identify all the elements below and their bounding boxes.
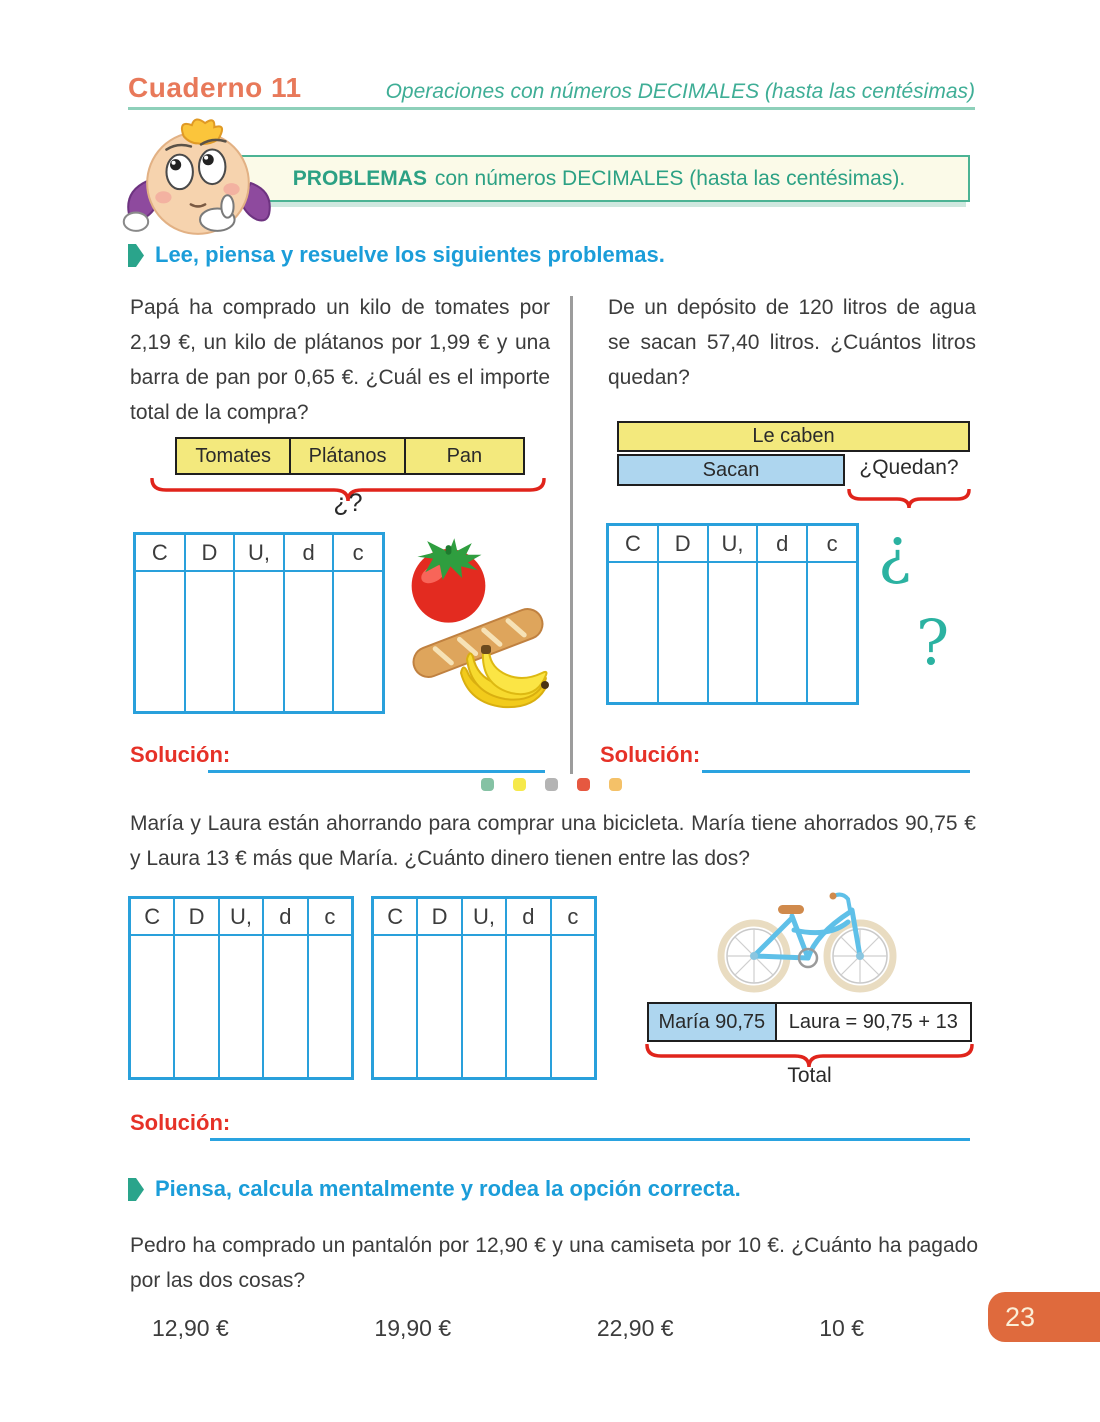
place-value-header-cell: D xyxy=(184,535,234,570)
place-value-write-column[interactable] xyxy=(218,936,262,1077)
header-rule xyxy=(128,107,975,110)
lesson-banner xyxy=(228,155,970,202)
solution-line-1[interactable] xyxy=(208,770,545,773)
place-value-header-cell: U, xyxy=(707,526,757,561)
quedan-label: ¿Quedan? xyxy=(859,456,959,479)
arrow-bullet-icon xyxy=(128,1178,144,1201)
banner-text: con números DECIMALES (hasta las centésimas). xyxy=(428,166,906,190)
divider-dot xyxy=(577,778,590,791)
place-value-header-cell: d xyxy=(262,899,306,934)
place-value-header-cell: C xyxy=(624,530,641,556)
divider-dot xyxy=(481,778,494,791)
place-value-header-cell: c xyxy=(307,899,351,934)
place-value-write-column[interactable] xyxy=(416,936,460,1077)
place-value-table-4[interactable] xyxy=(371,896,597,1080)
place-value-table-2[interactable] xyxy=(606,523,859,705)
place-value-header-cell: c xyxy=(550,899,594,934)
tank-capacity-strip xyxy=(617,421,970,452)
solution-line-3[interactable] xyxy=(210,1138,970,1141)
place-value-header-cell: D xyxy=(416,899,460,934)
place-value-header-cell: U, xyxy=(461,899,505,934)
section-mental-calc xyxy=(128,1176,741,1202)
place-value-write-column[interactable] xyxy=(262,936,306,1077)
place-value-write-column[interactable] xyxy=(283,572,333,711)
solution-label-3: Solución: xyxy=(130,1110,231,1135)
section-title: Piensa, calcula mentalmente y rodea la opción correcta. xyxy=(155,1176,741,1201)
unit-subtitle: Operaciones con números DECIMALES (hasta las centésimas) xyxy=(385,80,975,103)
place-value-write-column[interactable] xyxy=(136,572,184,711)
decorative-question-mark: ? xyxy=(916,606,950,679)
place-value-header-cell: c xyxy=(332,535,382,570)
strip-cell-platanos: Plátanos xyxy=(289,439,403,473)
strip-cell-sacan: Sacan xyxy=(619,456,843,484)
decorative-inverted-question-mark: ¿ xyxy=(878,514,912,587)
place-value-header-cell: C xyxy=(387,903,404,929)
bicycle-image xyxy=(712,882,902,994)
bananas-image xyxy=(453,645,551,717)
place-value-header-cell: d xyxy=(756,526,806,561)
column-divider xyxy=(570,296,573,774)
problem-water-text: De un depósito de 120 litros de agua se sacan 57,40 litros. ¿Cuántos litros quedan? xyxy=(608,296,976,389)
problem-clothes-text: Pedro ha comprado un pantalón por 12,90 € y una camiseta por 10 €. ¿Cuánto ha pagado por las dos cosas? xyxy=(130,1234,978,1292)
place-value-header-cell: C xyxy=(151,539,168,565)
solution-label-2: Solución: xyxy=(600,742,701,767)
groceries-strip xyxy=(175,437,525,475)
place-value-header-cell: c xyxy=(806,526,856,561)
place-value-write-column[interactable] xyxy=(505,936,549,1077)
place-value-write-column[interactable] xyxy=(550,936,594,1077)
answer-option-4[interactable]: 10 € xyxy=(819,1315,864,1341)
place-value-write-column[interactable] xyxy=(173,936,217,1077)
savings-strip xyxy=(647,1002,972,1042)
total-label: Total xyxy=(787,1064,832,1087)
section-read-solve xyxy=(128,242,665,268)
place-value-write-column[interactable] xyxy=(609,563,657,702)
brace-quedan xyxy=(847,489,971,511)
place-value-header-cell: C xyxy=(144,903,161,929)
strip-cell-lecaben: Le caben xyxy=(619,423,968,450)
banner-highlight: PROBLEMAS xyxy=(292,166,427,190)
place-value-write-column[interactable] xyxy=(806,563,856,702)
place-value-table-1[interactable] xyxy=(133,532,385,714)
place-value-write-column[interactable] xyxy=(184,572,234,711)
strip-cell-laura: Laura = 90,75 + 13 xyxy=(775,1004,970,1040)
brace-question-label: ¿? xyxy=(333,489,363,517)
answer-option-3[interactable]: 22,90 € xyxy=(596,1315,674,1341)
strip-cell-tomates: Tomates xyxy=(177,439,289,473)
divider-dot xyxy=(545,778,558,791)
section-title: Lee, piensa y resuelve los siguientes problemas. xyxy=(155,242,665,267)
place-value-table-3[interactable] xyxy=(128,896,354,1080)
problem-bike-text: María y Laura están ahorrando para comprar una bicicleta. María tiene ahorrados 90,75 € y Laura 13 € más que María. ¿Cuánto dinero tienen entre las dos? xyxy=(130,812,976,870)
page-number-badge: 23 xyxy=(988,1292,1100,1342)
place-value-header-cell: D xyxy=(173,899,217,934)
problem-tomatoes-text: Papá ha comprado un kilo de tomates por 2,19 €, un kilo de plátanos por 1,99 € y una barra de pan por 0,65 €. ¿Cuál es el importe total de la compra? xyxy=(130,296,550,424)
solution-label-1: Solución: xyxy=(130,742,231,767)
solution-line-2[interactable] xyxy=(702,770,970,773)
place-value-write-column[interactable] xyxy=(131,936,173,1077)
tank-taken-strip xyxy=(617,454,845,486)
place-value-header-cell: U, xyxy=(233,535,283,570)
place-value-write-column[interactable] xyxy=(332,572,382,711)
divider-dot xyxy=(609,778,622,791)
place-value-write-column[interactable] xyxy=(756,563,806,702)
arrow-bullet-icon xyxy=(128,244,144,267)
thinking-mascot-illustration xyxy=(110,118,288,240)
divider-dot xyxy=(513,778,526,791)
notebook-title: Cuaderno 11 xyxy=(128,72,302,103)
place-value-write-column[interactable] xyxy=(657,563,707,702)
section-divider-dots xyxy=(481,778,622,791)
strip-cell-pan: Pan xyxy=(404,439,523,473)
answer-options-row xyxy=(152,1315,864,1342)
place-value-write-column[interactable] xyxy=(461,936,505,1077)
answer-option-1[interactable]: 12,90 € xyxy=(152,1315,229,1341)
place-value-header-cell: d xyxy=(505,899,549,934)
strip-cell-maria: María 90,75 xyxy=(649,1004,775,1040)
place-value-write-column[interactable] xyxy=(307,936,351,1077)
place-value-write-column[interactable] xyxy=(233,572,283,711)
place-value-write-column[interactable] xyxy=(374,936,416,1077)
place-value-write-column[interactable] xyxy=(707,563,757,702)
place-value-header-cell: U, xyxy=(218,899,262,934)
place-value-header-cell: d xyxy=(283,535,333,570)
answer-option-2[interactable]: 19,90 € xyxy=(374,1315,452,1341)
place-value-header-cell: D xyxy=(657,526,707,561)
